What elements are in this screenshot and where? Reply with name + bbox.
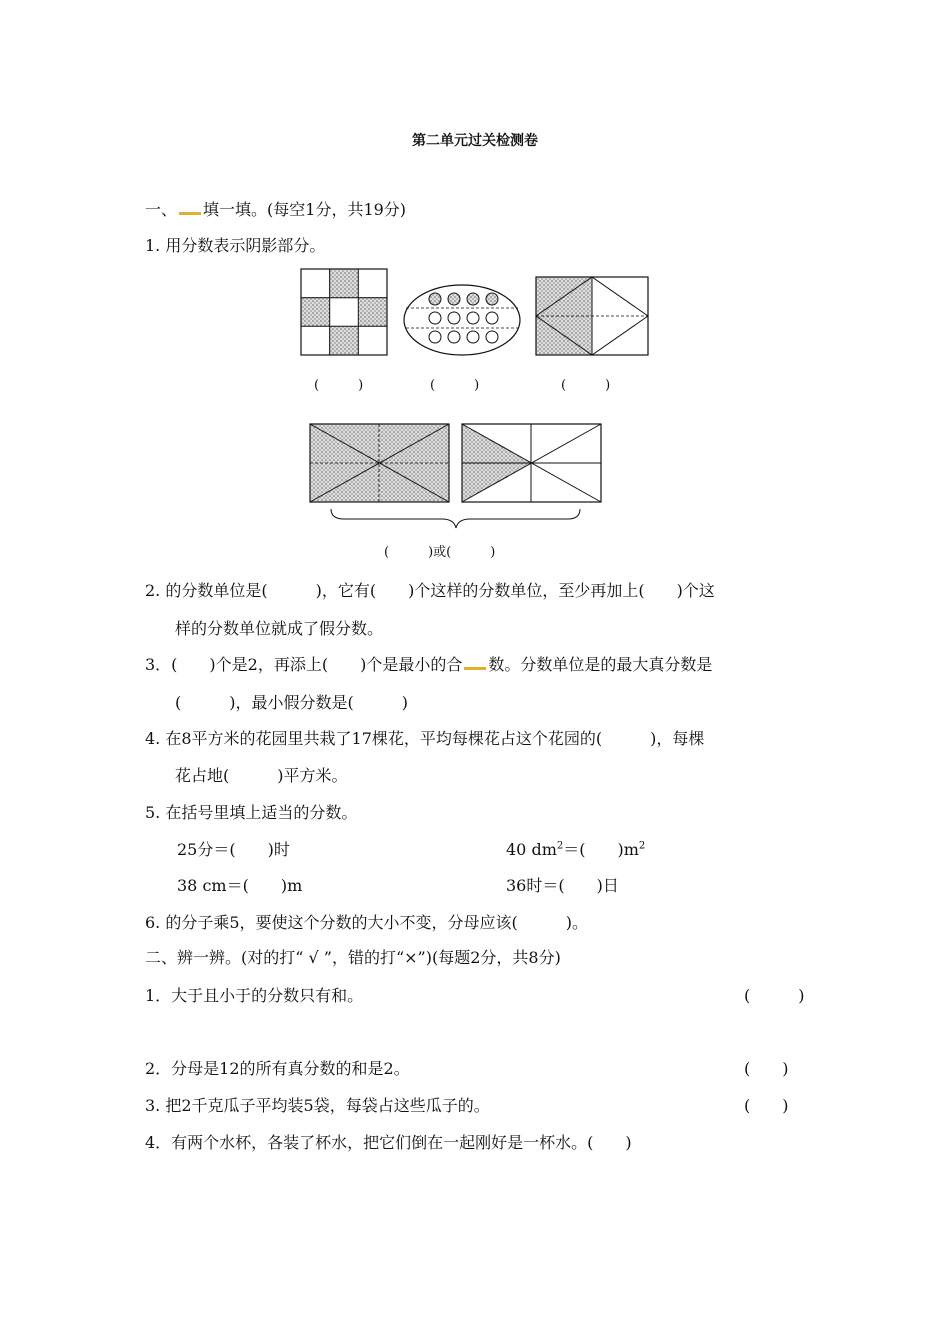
q5-item-d: 36时＝( )日 (506, 876, 619, 895)
shaded-cell (329, 269, 358, 298)
figure-two-rectangles (309, 423, 603, 503)
q5-item-b-sup: 2 (556, 840, 564, 852)
q1-answer-1[interactable]: ( ) (314, 378, 364, 393)
q4-line1: 4. 在8平方米的花园里共栽了17棵花，平均每棵花占这个花园的( )，每棵 (145, 729, 705, 748)
highlight-mark (179, 212, 201, 215)
judge-item-2: 2．分母是12的所有真分数的和是2。 (145, 1059, 410, 1078)
q5-item-b-sup2: 2 (638, 840, 646, 852)
judge-item-3: 3. 把2千克瓜子平均装5袋，每袋占这些瓜子的。 (145, 1096, 490, 1115)
q2-line2: 样的分数单位就成了假分数。 (175, 619, 384, 638)
figure-grid-cross (300, 268, 390, 358)
q1-combined-answer[interactable]: ( )或( ) (384, 545, 496, 560)
judge-item-1: 1．大于且小于的分数只有和。 (145, 986, 364, 1005)
highlight-mark (464, 667, 486, 670)
q5-item-b-pre: 40 dm (506, 840, 557, 859)
figure-rect-triangles (535, 276, 651, 358)
q5-item-a: 25分＝( )时 (177, 840, 290, 859)
judge-mark-3[interactable]: ( ) (744, 1096, 789, 1115)
shaded-circle (429, 293, 441, 305)
shaded-cell (358, 297, 387, 326)
q3-line1 (145, 655, 712, 675)
shaded-cell (329, 326, 358, 355)
q5-item-b (506, 840, 645, 860)
q5-item-c: 38 cm＝( )m (177, 876, 303, 895)
page-title: 第二单元过关检测卷 (412, 133, 538, 149)
judge-item-4: 4．有两个水杯，各装了杯水，把它们倒在一起刚好是一杯水。( ) (145, 1133, 632, 1152)
q4-line2: 花占地( )平方米。 (175, 766, 348, 785)
section1-heading (145, 200, 406, 220)
shaded-cell (301, 297, 330, 326)
q5-item-b-mid: ＝( )m (563, 840, 639, 859)
judge-mark-1[interactable]: ( ) (744, 986, 805, 1005)
brace (330, 508, 582, 530)
section2-heading: 二、辨一辨。(对的打“ √ ”，错的打“×”)(每题2分，共8分) (145, 948, 561, 967)
q3-line1-a: 3．( )个是2，再添上( )个是最小的合 (145, 655, 463, 674)
q3-line1-b: 数。分数单位是的最大真分数是 (488, 655, 713, 674)
q1-text: 1. 用分数表示阴影部分。 (145, 236, 326, 255)
q6-text: 6. 的分子乘5，要使这个分数的大小不变，分母应该( )。 (145, 913, 589, 932)
judge-mark-2[interactable]: ( ) (744, 1059, 789, 1078)
shaded-circle (467, 293, 479, 305)
q1-answer-2[interactable]: ( ) (430, 378, 480, 393)
figure-ellipse-circles (402, 284, 522, 358)
q2-line1: 2. 的分数单位是( )，它有( )个这样的分数单位，至少再加上( )个这 (145, 581, 715, 600)
q5-text: 5. 在括号里填上适当的分数。 (145, 803, 358, 822)
shaded-circle (486, 293, 498, 305)
q3-line2: ( )，最小假分数是( ) (175, 693, 408, 712)
section1-heading-text: 填一填。(每空1分，共19分) (203, 200, 407, 219)
shaded-circle (448, 293, 460, 305)
section1-prefix: 一、 (145, 200, 178, 219)
q1-answer-3[interactable]: ( ) (561, 378, 611, 393)
